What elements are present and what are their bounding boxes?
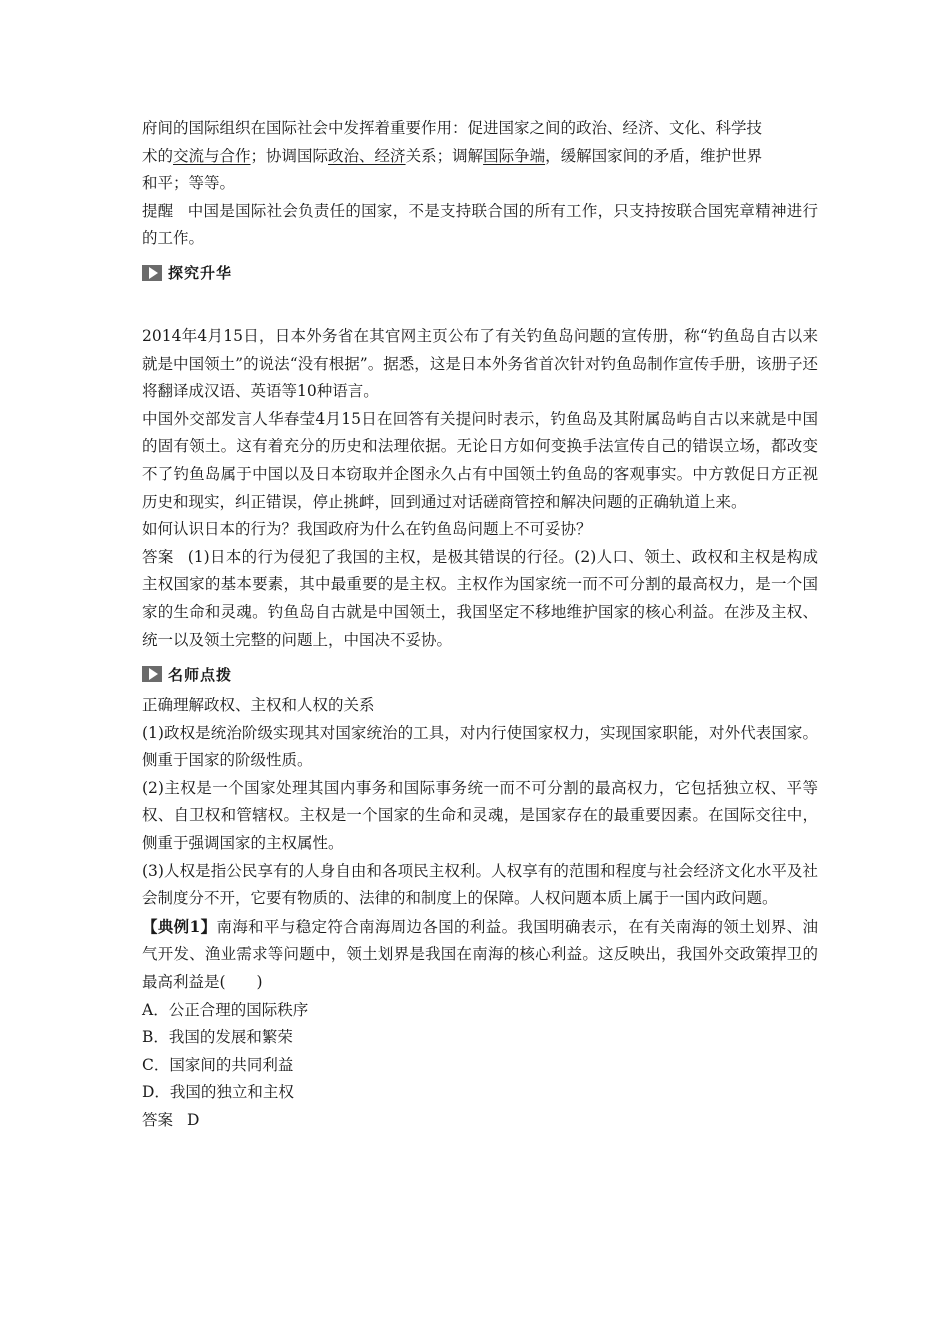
reminder-label: 提醒 xyxy=(142,201,174,220)
section-title: 探究升华 xyxy=(168,264,233,283)
option-d: D．我国的独立和主权 xyxy=(142,1083,294,1102)
intro-text: 和平；等等。 xyxy=(142,174,236,193)
answer-value: D xyxy=(187,1111,200,1129)
explore-section-header xyxy=(142,259,818,287)
intro-text: ；协调国际 xyxy=(250,146,329,165)
document-page xyxy=(142,115,818,1135)
answer-label: 答案 xyxy=(142,547,174,566)
section-title: 名师点拨 xyxy=(168,665,233,684)
teacher-item-3: (3)人权是指公民享有的人身自由和各项民主权利。人权享有的范围和程度与社会经济文化水平及社会制度分不开，它要有物质的、法律的和制度上的保障。人权问题本质上属于一国内政问题。 xyxy=(142,861,818,908)
option-b: B．我国的发展和繁荣 xyxy=(142,1028,293,1047)
example-stem xyxy=(142,913,818,997)
intro-text: 术的 xyxy=(142,146,174,165)
explore-answer xyxy=(142,544,818,654)
example-tag: 【典例1】 xyxy=(142,916,217,936)
example-stem-text: 南海和平与稳定符合南海周边各国的利益。我国明确表示，在有关南海的领土划界、油气开发、渔业需求等问题中，领土划界是我国在南海的核心利益。这反映出，我国外交政策捍卫的最高利益是( ) xyxy=(142,917,818,992)
reminder-text: 中国是国际社会负责任的国家，不是支持联合国的所有工作，只支持按联合国宪章精神进行的工作。 xyxy=(142,201,818,248)
explore-paragraph-2: 中国外交部发言人华春莹4月15日在回答有关提问时表示，钓鱼岛及其附属岛屿自古以来就是中国的固有领土。这有着充分的历史和法理依据。无论日方如何变换手法宣传自己的错误立场，都改变不了钓鱼岛属于中国以及日本窃取并企图永久占有中国领土钓鱼岛的客观事实。中方敦促日方正视历史和现实，纠正错误，停止挑衅，回到通过对话磋商管控和解决问题的正确轨道上来。 xyxy=(142,409,818,511)
intro-text: 关系；调解 xyxy=(405,146,484,165)
intro-text: ，缓解国家间的矛盾，维护世界 xyxy=(545,146,763,165)
reminder xyxy=(142,198,818,253)
teacher-item-2: (2)主权是一个国家处理其国内事务和国际事务统一而不可分割的最高权力，它包括独立权、平等权、自卫权和管辖权。主权是一个国家的生命和灵魂，是国家存在的最重要因素。在国际交往中，侧重于强调国家的主权属性。 xyxy=(142,778,818,853)
intro-line-3 xyxy=(142,170,818,198)
example-answer xyxy=(142,1107,818,1135)
explore-question: 如何认识日本的行为？我国政府为什么在钓鱼岛问题上不可妥协？ xyxy=(142,520,592,539)
explore-paragraph-1: 2014年4月15日，日本外务省在其官网主页公布了有关钓鱼岛问题的宣传册，称“钓鱼岛自古以来就是中国领土”的说法“没有根据”。据悉，这是日本外务省首次针对钓鱼岛制作宣传手册，该册子还将翻译成汉语、英语等10种语言。 xyxy=(142,326,818,401)
play-arrow-icon xyxy=(142,666,162,682)
intro-line-1 xyxy=(142,115,818,143)
teacher-heading: 正确理解政权、主权和人权的关系 xyxy=(142,696,375,715)
teacher-section-header xyxy=(142,660,818,688)
underlined-term: 交流与合作 xyxy=(173,146,251,165)
answer-label: 答案 xyxy=(142,1111,174,1129)
intro-line-2 xyxy=(142,143,818,171)
answer-text: (1)日本的行为侵犯了我国的主权，是极其错误的行径。(2)人口、领土、政权和主权是构成主权国家的基本要素，其中最重要的是主权。主权作为国家统一而不可分割的最高权力，是一个国家的生命和灵魂。钓鱼岛自古就是中国领土，我国坚定不移地维护国家的核心利益。在涉及主权、统一以及领土完整的问题上，中国决不妥协。 xyxy=(142,547,818,649)
underlined-term: 政治、经济 xyxy=(328,146,406,165)
intro-text: 府间的国际组织在国际社会中发挥着重要作用：促进国家之间的政治、经济、文化、科学技 xyxy=(142,119,763,137)
teacher-item-1: (1)政权是统治阶级实现其对国家统治的工具，对内行使国家权力，实现国家职能，对外代表国家。侧重于国家的阶级性质。 xyxy=(142,723,818,770)
option-c: C．国家间的共同利益 xyxy=(142,1055,294,1074)
option-a: A．公正合理的国际秩序 xyxy=(142,1000,309,1019)
play-arrow-icon xyxy=(142,265,162,281)
underlined-term: 国际争端 xyxy=(483,146,546,165)
